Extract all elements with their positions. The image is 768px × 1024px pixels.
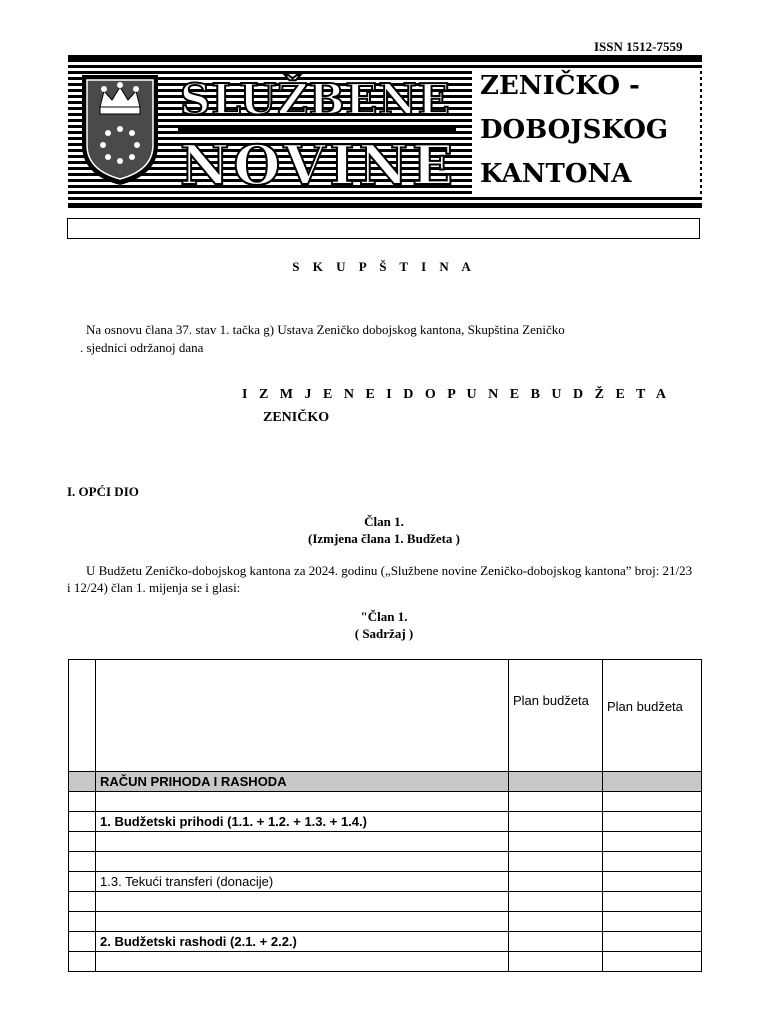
row-label: 1.3. Tekući transferi (donacije) <box>96 872 509 892</box>
issn-number: ISSN 1512-7559 <box>594 39 683 54</box>
article-subtitle: (Izmjena člana 1. Budžeta ) <box>307 531 460 546</box>
row-label: 1. Budžetski prihodi (1.1. + 1.2. + 1.3. + 1.4.) <box>96 812 509 832</box>
quoted-article-title: "Član 1. <box>360 609 408 624</box>
table-row <box>69 952 702 972</box>
masthead-title-top: SLUŽBENE <box>180 75 451 124</box>
coat-of-arms-icon <box>80 67 160 187</box>
table-header-row <box>69 660 702 772</box>
table-row <box>69 792 702 812</box>
table-row <box>69 852 702 872</box>
empty-info-box <box>67 218 700 239</box>
intro-line-2: . sjednici održanoj dana <box>80 340 204 355</box>
section-heading: I. OPĆI DIO <box>67 484 139 499</box>
header-plan-budzeta-2: Plan budžeta <box>603 660 702 772</box>
assembly-heading: S K U P Š T I N A <box>292 259 476 274</box>
region-line-2: DOBOJSKOG <box>480 115 669 145</box>
document-title: I Z M J E N E I D O P U N E B U D Ž E T A <box>242 387 670 402</box>
row-label: RAČUN PRIHODA I RASHODA <box>96 772 509 792</box>
region-line-3: KANTONA <box>480 159 632 189</box>
masthead-title-bottom: NOVINE <box>180 133 458 197</box>
header-plan-budzeta-1: Plan budžeta <box>509 660 603 772</box>
region-line-1: ZENIČKO - <box>480 71 640 101</box>
masthead <box>68 55 702 208</box>
row-label <box>96 832 509 852</box>
table-row <box>69 872 702 892</box>
table-row <box>69 932 702 952</box>
row-label <box>96 852 509 872</box>
row-label <box>96 952 509 972</box>
document-subtitle: ZENIČKO <box>263 410 330 425</box>
row-label <box>96 792 509 812</box>
table-row <box>69 892 702 912</box>
quoted-article-subtitle: ( Sadržaj ) <box>354 626 414 641</box>
budget-table <box>68 659 702 972</box>
article-text-line-2: i 12/24) član 1. mijenja se i glasi: <box>67 580 241 595</box>
article-text-line-1: U Budžetu Zeničko-dobojskog kantona za 2024. godinu („Službene novine Zeničko-dobojskog kantona” broj: 21/23 <box>86 563 693 578</box>
table-row <box>69 832 702 852</box>
row-label: 2. Budžetski rashodi (2.1. + 2.2.) <box>96 932 509 952</box>
intro-line-1: Na osnovu člana 37. stav 1. tačka g) Ustava Zeničko dobojskog kantona, Skupština Zeničko <box>86 322 565 337</box>
table-row <box>69 772 702 792</box>
table-row <box>69 912 702 932</box>
table-row <box>69 812 702 832</box>
row-label <box>96 892 509 912</box>
row-label <box>96 912 509 932</box>
article-title: Član 1. <box>364 514 404 529</box>
